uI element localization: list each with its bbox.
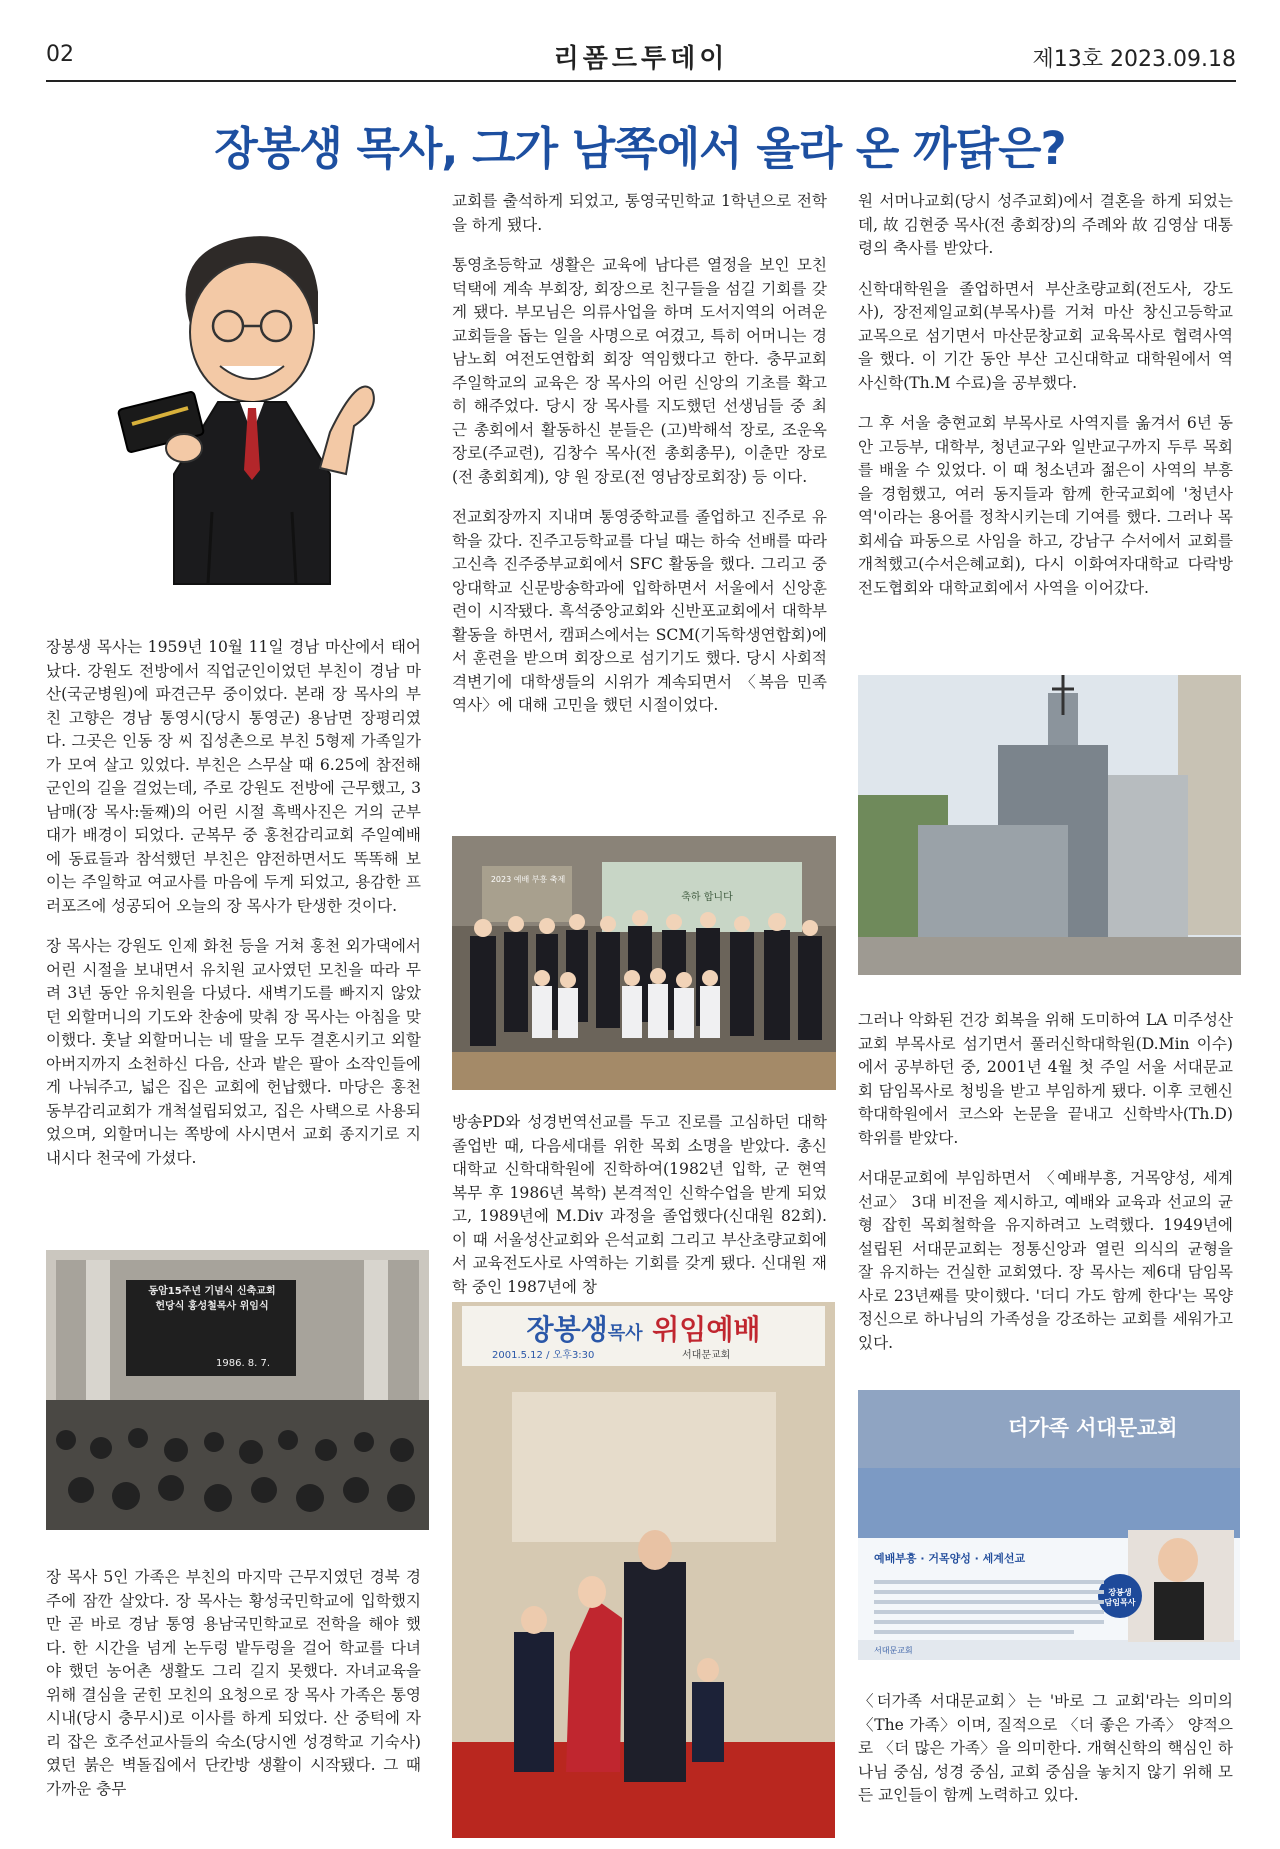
article-column-3-middle [858,1009,1233,1355]
bw-photo-date: 1986. 8. 7. [216,1358,271,1369]
historical-bw-photo [46,1250,429,1530]
bw-photo-banner: 동암15주년 기념식 신축교회 헌당식 홍성철목사 위임식 [148,1286,276,1312]
ad-title: 더가족 서대문교회 [1008,1416,1178,1440]
masthead-title: 리폼드투데이 [553,44,729,74]
article-column-1-bottom [46,1566,421,1801]
group-photo-screen: 축하 합니다 [681,892,733,903]
page-number: 02 [46,42,74,67]
article-paragraph: 그러나 악화된 건강 회복을 위해 도미하여 LA 미주성산교회 부목사로 섬기면서 풀러신학대학원(D.Min 이수)에서 공부하던 중, 2001년 4월 첫 주일 서울 서대문교회 담임목사로 청빙을 받고 부임하게 됐다. 이후 코헨신학대학원에서 코스와 논문을 끝내고 신학박사(Th.D) 학위를 받았다. [858,1011,1233,1147]
church-advertisement-image [858,1390,1240,1660]
group-ceremony-photo [452,836,836,1090]
article-column-3-bottom [858,1690,1233,1808]
page-header [46,36,1236,82]
ad-vision: 예배부흥 · 거목양성 · 세계선교 [874,1552,1026,1565]
ad-church-name: 서대문교회 [874,1646,913,1655]
install-banner-title: 목사 [607,1323,643,1344]
ad-pastor-name: 장봉생 [1108,1588,1132,1597]
article-paragraph: 장 목사는 강원도 인제 화천 등을 거쳐 홍천 외가댁에서 어린 시절을 보내면서 유치원 교사였던 모친을 따라 무려 3년 동안 유치원을 다녔다. 새벽기도를 빠지지 않았던 외할머니의 기도와 찬송에 맞춰 장 목사는 아침을 맞이했다. 훗날 외할머니는 네 딸을 모두 결혼시키고 외할아버지까지 소천하신 다음, 산과 밭은 팔아 소작인들에게 나눠주고, 넓은 집은 교회에 헌납했다. 마당은 홍천동부감리교회가 개척설립되었고, 집은 사택으로 사용되었으며, 외할머니는 쪽방에 사시면서 교회 종지기로 지내시다 천국에 가셨다. [46,937,421,1167]
article-paragraph: 장봉생 목사는 1959년 10월 11일 경남 마산에서 태어났다. 강원도 전방에서 직업군인이었던 부친이 경남 마산(국군병원)에 파견근무 중이었다. 본래 장 목사의 부친 고향은 경남 통영시(당시 통영군) 용남면 장평리였다. 그곳은 인동 장 씨 집성촌으로 부친 5형제 가족일가가 모여 살고 있었다. 부친은 스무살 때 6.25에 참전해 군인의 길을 걸었는데, 주로 강원도 전방에 근무했고, 3남매(장 목사:둘째)의 어린 시절 흑백사진은 거의 군부대가 배경이 되었다. 군복무 중 홍천감리교회 주일예배에 동료들과 참석했던 부친은 얌전하면서도 똑똑해 보이는 주일학교 여교사를 마음에 두게 되었고, 용감한 프러포즈에 성공되어 오늘의 장 목사가 탄생한 것이다. [46,638,421,915]
article-column-3-top [858,190,1233,600]
article-headline: 장봉생 목사, 그가 남쪽에서 올라 온 까닭은? [214,122,1066,175]
article-paragraph: 그 후 서울 충현교회 부목사로 사역지를 옮겨서 6년 동안 고등부, 대학부, 청년교구와 일반교구까지 두루 목회를 배울 수 있었다. 이 때 청소년과 젊은이 사역의 부흥을 경험했고, 여러 동지들과 함께 한국교회에 '청년사역'이라는 용어를 정착시키는데 기여를 했다. 그러나 목회세습 파동으로 사임을 하고, 강남구 수서에서 교회를 개척했고(수서은혜교회), 다시 이화여자대학교 다락방전도협회와 대학교회에서 사역을 이어갔다. [858,414,1233,597]
installation-service-family-photo [452,1302,835,1838]
caricature-svg [80,212,420,592]
article-paragraph: 〈더가족 서대문교회〉는 '바로 그 교회'라는 의미의 〈The 가족〉이며, 질적으로 〈더 좋은 가족〉 양적으로 〈더 많은 가족〉을 의미한다. 개혁신학의 핵심인 하나님 중심, 성경 중심, 교회 중심을 놓치지 않기 위해 모든 교인들이 함께 노력하고 있다. [858,1692,1233,1804]
article-paragraph: 신학대학원을 졸업하면서 부산초량교회(전도사, 강도사), 장전제일교회(부목사)를 거쳐 마산 창신고등학교 교목으로 섬기면서 마산문창교회 교육목사로 협력사역을 했다. 이 기간 동안 부산 고신대학교 대학원에서 역사신학(Th.M 수료)을 공부했다. [858,279,1233,392]
install-photo-svg [452,1302,835,1838]
article-paragraph: 원 서머나교회(당시 성주교회)에서 결혼을 하게 되었는데, 故 김현중 목사(전 총회장)의 주례와 故 김영삼 대통령의 축사를 받았다. [858,192,1233,257]
church-building-photo [858,675,1241,975]
ad-pastor-role: 담임목사 [1104,1598,1136,1607]
article-paragraph: 전교회장까지 지내며 통영중학교를 졸업하고 진주로 유학을 갔다. 진주고등학교를 다닐 때는 하숙 선배를 따라 고신측 진주중부교회에서 SFC 활동을 했다. 그리고 중앙대학교 신문방송학과에 입학하면서 서울에서 신앙훈련이 시작됐다. 흑석중앙교회와 신반포교회에서 대학부 활동을 하면서, 캠퍼스에서는 SCM(기독학생연합회)에서 훈련을 받으며 회장으로 섬기기도 했다. 당시 사회적 격변기에 대학생들의 시위가 계속되면서 〈복음 민족 역사〉에 대해 고민을 했던 시절이었다. [452,508,827,714]
church-photo-svg [858,675,1241,975]
article-paragraph: 장 목사 5인 가족은 부친의 마지막 근무지였던 경북 경주에 잠깐 살았다. 장 목사는 황성국민학교에 입학했지만 곧 바로 경남 통영 용남국민학교로 전학을 해야 했다. 한 시간을 넘게 논두렁 밭두렁을 걸어 학교를 다녀야 했던 농어촌 생활도 그리 길지 못했다. 자녀교육을 위해 결심을 굳힌 모친의 요청으로 장 목사 가족은 통영시내(당시 충무시)로 이사를 하게 되었다. 산 중턱에 자리 잡은 호주선교사들의 숙소(당시엔 성경학교 기숙사)였던 붉은 벽돌집에서 단칸방 생활이 시작됐다. 그 때 가까운 충무 [46,1568,421,1798]
article-column-1-top [46,636,421,1170]
group-photo-banner: 2023 예배 부흥 축제 [490,875,566,884]
install-banner [462,1308,825,1348]
ad-pastor-badge [1103,1588,1137,1608]
article-paragraph: 서대문교회에 부임하면서 〈예배부흥, 거목양성, 세계선교〉 3대 비전을 제시하고, 예배와 교육과 선교의 균형 잡힌 목회철학을 유지하려고 노력했다. 1949년에 설립된 서대문교회는 정통신앙과 열린 의식의 균형을 잘 유지하는 건실한 교회였다. 장 목사는 제6대 담임목사로 23년째를 맞이했다. '더디 가도 함께 한다'는 목양정신으로 하나님의 가족성을 강조하는 교회를 세워가고 있다. [858,1169,1233,1352]
article-column-2-bottom [452,1111,827,1299]
congregation-heads [46,1400,429,1530]
article-column-2-top [452,190,827,718]
install-banner-church: 서대문교회 [682,1350,731,1361]
article-paragraph: 교회를 출석하게 되었고, 통영국민학교 1학년으로 전학을 하게 됐다. [452,192,827,234]
issue-date: 제13호 2023.09.18 [1032,47,1236,72]
pastor-caricature-illustration [80,212,420,592]
article-paragraph: 통영초등학교 생활은 교육에 남다른 열정을 보인 모친 덕택에 계속 부회장, 회장으로 친구들을 섬길 기회를 갖게 됐다. 부모님은 의류사업을 하며 도서지역의 어려운 교회들을 돕는 일을 사명으로 여겼고, 특히 어머니는 경남노회 여전도연합회 회장 역임했다고 한다. 충무교회 주일학교의 교육은 장 목사의 어린 신앙의 기초를 확고히 해주었다. 당시 장 목사를 지도했던 선생님들 중 최근 총회에서 활동하신 분들은 (고)박해석 장로, 조운옥 장로(주교련), 김창수 목사(전 총회총무), 이춘만 장로(전 총회회계), 양 원 장로(전 영남장로회장) 등 이다. [452,256,827,486]
install-banner-name: 장봉생 [526,1313,608,1346]
article-paragraph: 방송PD와 성경번역선교를 두고 진로를 고심하던 대학졸업반 때, 다음세대를 위한 목회 소명을 받았다. 총신대학교 신학대학원에 진학하여(1982년 입학, 군 현역복무 후 1986년 복학) 본격적인 신학수업을 받게 되었고, 1989년에 M.Div 과정을 졸업했다(신대원 82회). 이 때 서울성산교회와 은석교회 그리고 부산초량교회에서 교육전도사로 사역하는 기회를 갖게 됐다. 신대원 재학 중인 1987년에 창 [452,1113,827,1296]
install-banner-event: 위임예배 [652,1313,761,1346]
install-banner-date: 2001.5.12 / 오후3:30 [492,1350,595,1361]
